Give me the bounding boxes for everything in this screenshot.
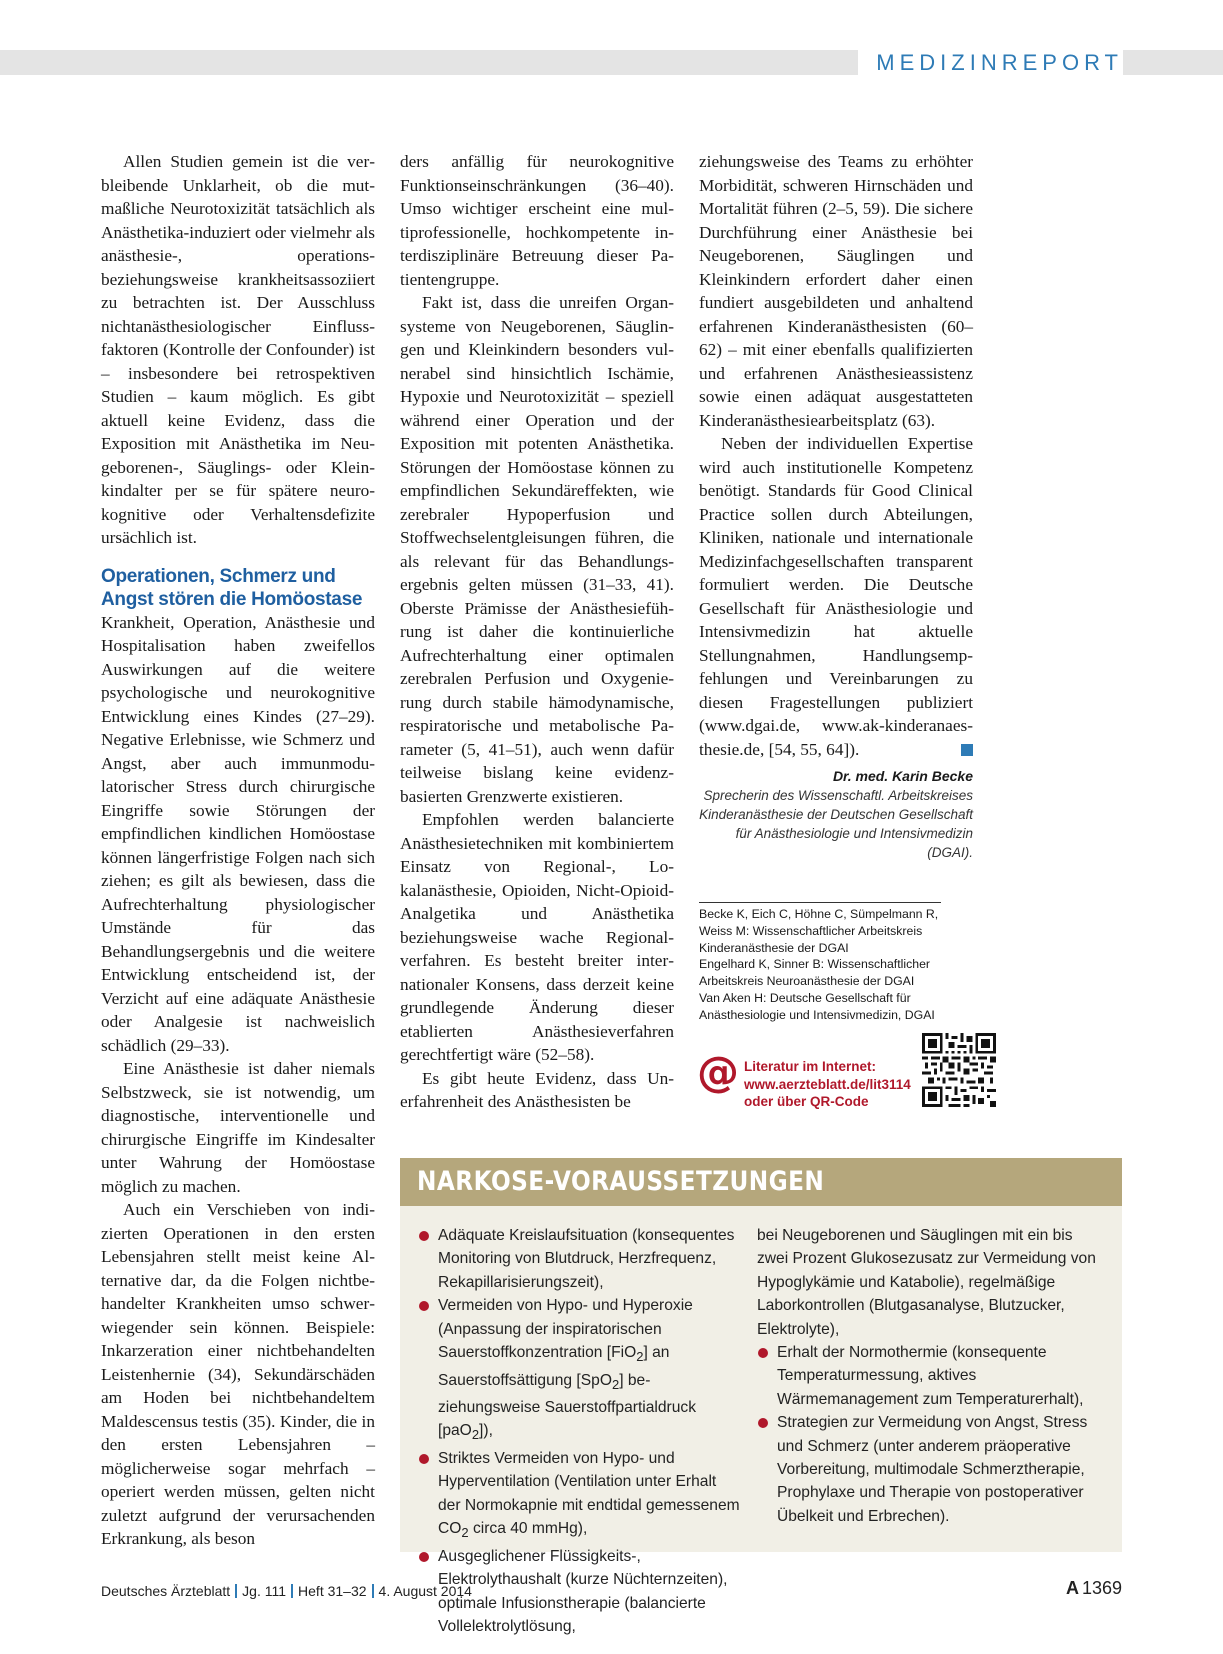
qr-code-icon[interactable] [922,1033,996,1107]
issue-date: 4. August 2014 [378,1583,472,1599]
paragraph: Allen Studien gemein ist die verbleibende Unklarheit, ob die mutmaßliche Neurotoxizität tatsächlich als Anästhetika-induziert oder vielmehr als anästhesie-, operations- beziehungsweise krankheitsassoziiert zu betrachten ist. Der Ausschluss nichtanästhesiologischer Einflussfaktoren (Kontrolle der Confounder) ist – insbesondere bei retrospektiven Studien – kaum möglich. Es gibt aktuell keine Evidenz, dass die Exposition mit Anästhetika im Neugeborenen-, Säuglings- oder Kleinkindalter per se für spätere neurokognitive oder Verhaltensdefizite ursächlich ist. [101,152,376,547]
footer [101,1583,472,1599]
affiliation: Van Aken H: Deutsche Gesellschaft für Anästhesiologie und Intensivmedizin, DGAI [699,990,935,1022]
text-column-3 [699,150,973,862]
bullet-icon [419,1301,429,1311]
list-item-text: ]), [479,1422,493,1440]
paragraph: ziehungsweise des Teams zu erhöhter Morbidität, schweren Hirnschäden und Mortalität führen (2–5, 59). Die sichere Durchführung einer Anästhesie bei Neugeborenen, Säuglingen und Kleinkindern erfordert daher einen fundiert ausgebildeten und anhaltend erfahrenen Kinderanästhesisten (60–62) – mit einer ebenfalls qualifizierten und erfahrenen Anästhesieassistenz sowie einen adäquat ausgestatteten Kinderanästhesiearbeitsplatz (63). [699,152,973,430]
list-item-text: Vermeiden von Hypo- und Hyperoxie (Anpassung der inspiratorischen Sauerstoffkonzentration [FiO [438,1297,693,1362]
separator [372,1584,374,1598]
author-role: Sprecherin des Wissenschaftl. Arbeitskreises Kinderanästhesie der Deutschen Gesellschaft für Anästhesiologie und Intensivmedizin (DGAI). [699,788,973,860]
author-name: Dr. med. Karin Becke [832,768,973,784]
paragraph: Es gibt heute Evidenz, dass Unerfahrenheit des Anästhesisten be [400,1068,674,1111]
paragraph [699,432,973,761]
paragraph: Fakt ist, dass die unreifen Organsysteme von Neugeborenen, Säuglingen und Kleinkindern besonders vulnerabel sind hinsichtlich Ischämie, Hypoxie und Neurotoxizität – speziell während einer Operation und der Exposition mit potenten Anästhetika. Störungen der Homöostase können zu empfindlichen Sekundäreffekten, wie zerebraler Hypoperfusion und Stoffwechselentgleisungen führen, die als relevant für das Behandlungsergebnis gelten müssen (31–33, 41). Oberste Prämisse der Anästhesieführung ist daher die kontinuierliche Aufrechterhaltung einer optimalen zerebralen Perfusion und Oxygenierung durch stabile hämodynamische, respiratorische und metabolische Parameter (5, 41–51), auch wenn dafür teilweise bislang keine evidenzbasierten Grenzwerte existieren. [400,293,674,806]
info-box-column-2 [757,1224,1097,1528]
paragraph: Krankheit, Operation, Anästhesie und Hospitalisation haben zweifellos Auswirkungen auf die weitere psychologische und neurokognitive Entwicklung eines Kindes (27–29). Negative Erlebnisse, wie Schmerz und Angst, aber auch immunmodulatorischer Stress durch chirurgische Eingriffe sowie Störungen der empfindlichen kindlichen Homöostase können längerfristige Folgen nach sich ziehen; es gilt als bewiesen, dass die Aufrechterhaltung physiologischer Umstände für das Behandlungsergebnis und die weitere Entwicklung entscheidend ist, der Verzicht auf eine adäquate Anästhesie oder Analgesie ist nachweislich schädlich (29–33). [101,612,375,1055]
paragraph: Empfohlen werden balancierte Anästhesietechniken mit kombiniertem Einsatz von Regional-, Lokalanästhesie, Opioiden, Nicht-Opioid-Analgetika und Anästhetika beziehungsweise wache Regionalverfahren. Es besteht breiter internationaler Konsens, dass derzeit keine grundlegende Änderung dieser etablierten Anästhesieverfahren gerechtfertigt wäre (52–58). [400,810,674,1064]
list-item-text: Strategien zur Vermeidung von Angst, Stress und Schmerz (unter anderem präoperative Vorbereitung, multimodale Schmerztherapie, Prophylaxe und Therapie von postoperativer Übelkeit und Erbrechen). [777,1414,1088,1525]
bullet-icon [419,1454,429,1464]
page-value: 1369 [1081,1578,1122,1598]
author-block [699,767,973,862]
issue: Heft 31–32 [298,1583,367,1599]
text-column-2 [400,150,674,1114]
text-column-1 [101,150,375,1551]
list-item [757,1411,1097,1528]
page-prefix: A [1065,1578,1079,1598]
list-item [418,1447,740,1545]
bullet-icon [758,1348,768,1358]
list-item-continuation [757,1224,1097,1341]
list-item-text: ] an Sauerstoffsättigung [SpO [438,1344,670,1389]
subscript: 2 [461,1525,469,1541]
section-label: MEDIZINREPORT [858,50,1123,75]
info-box-column-1 [418,1224,740,1638]
list-item [418,1294,740,1447]
list-item-text: Adäquate Kreislaufsituation (konsequentes Monitoring von Blutdruck, Herzfrequenz, Rekapillarisierungszeit), [438,1227,735,1291]
page-number [1066,1578,1122,1599]
literature-text[interactable] [744,1058,911,1111]
list-item [418,1224,740,1294]
bullet-icon [419,1231,429,1241]
paragraph-text: Neben der individuellen Expertise wird auch institutionelle Kompetenz benötigt. Standards für Good Clinical Practice sollen durch Abteilungen, Kliniken, nationale und internationale Medizinfachgesellschaften transparent formuliert werden. Die Deutsche Gesellschaft für Anästhesiologie und Intensivmedizin hat aktuelle Stellungnahmen, Handlungsempfehlungen und Vereinbarungen zu diesen Fragestellungen publiziert (www.dgai.de, www.ak-kinderanaesthesie.de, [54, 55, 64]). [699,434,973,759]
paragraph: Auch ein Verschieben von indizierten Operationen in den ersten Lebensjahren stellt meist keine Alternative dar, da die Folgen nichtbehandelter Krankheiten umso schwerwiegender sein können. Beispiele: Inkarzeration einer nichtbehandelten Leistenhernie (34), Sekundärschäden am Hoden bei nichtbehandeltem Maldescensus testis (35). Kinder, die in den ersten Lebensjahren – möglicherweise sogar mehrfach – operiert werden müssen, gelten nicht zuletzt aufgrund der verursachenden Erkrankung, als beson [101,1200,375,1548]
paragraph: ders anfällig für neurokognitive Funktionseinschränkungen (36–40). Umso wichtiger erscheint eine multiprofessionelle, hochkompetente interdisziplinäre Betreuung dieser Patientengruppe. [400,152,674,289]
affiliations [699,902,941,1024]
list-item-text: circa 40 mmHg), [468,1520,588,1538]
subscript: 2 [636,1349,644,1365]
separator [291,1584,293,1598]
affiliation: Engelhard K, Sinner B: Wissenschaftlicher Arbeitskreis Neuroanästhesie der DGAI [699,957,931,989]
info-box-title: NARKOSE-VORAUSSETZUNGEN [417,1166,825,1197]
paragraph: Eine Anästhesie ist daher niemals Selbstzweck, sie ist notwendig, um diagnostische, interventionelle und chirurgische Eingriffe im Kindesalter unter Wahrung der Homöostase möglich zu machen. [101,1059,375,1196]
list-item-text: Striktes Vermeiden von Hypo- und Hyperventilation (Ventilation unter Erhalt der Normokapnie mit endtidal gemessenem CO [438,1449,740,1538]
affiliation: Becke K, Eich C, Höhne C, Sümpelmann R, Weiss M: Wissenschaftlicher Arbeitskreis Kinderanästhesie der DGAI [699,907,939,955]
list-item-text: ] beziehungsweise Sauerstoffpartialdruck [paO [438,1371,697,1440]
literature-url[interactable]: www.aerzteblatt.de/lit3114 [744,1076,911,1092]
literature-line: Literatur im Internet: [744,1059,877,1074]
subscript: 2 [611,1376,620,1392]
subscript: 2 [471,1427,480,1443]
list-item-text: Ausgeglichener Flüssigkeits-, Elektrolythaushalt (kurze Nüchternzeiten), optimale Infusionstherapie (balancierte Vollelektrolytlösung, [438,1547,728,1635]
bullet-icon [758,1418,768,1428]
journal-name: Deutsches Ärzteblatt [101,1583,231,1599]
separator [235,1584,237,1598]
svg-text:@: @ [697,1050,739,1094]
subheading: Operationen, Schmerz und Angst stören die Homöostase [101,565,363,610]
list-item [757,1341,1097,1411]
volume: Jg. 111 [242,1583,287,1599]
bullet-icon [419,1552,429,1562]
list-item-text: bei Neugeborenen und Säuglingen mit ein bis zwei Prozent Glukosezusatz zur Vermeidung von Hypoglykämie und Katabolie), regelmäßige Laborkontrollen (Blutgasanalyse, Blutzucker, Elektrolyte), [757,1227,1096,1338]
end-mark-icon [961,744,973,756]
at-sign-icon [696,1050,740,1094]
literature-line: oder über QR-Code [744,1094,869,1109]
info-box-header [400,1158,1122,1206]
list-item-text: Erhalt der Normothermie (konsequente Temperaturmessung, aktives Wärmemanagement zum Temperaturerhalt), [777,1344,1084,1408]
